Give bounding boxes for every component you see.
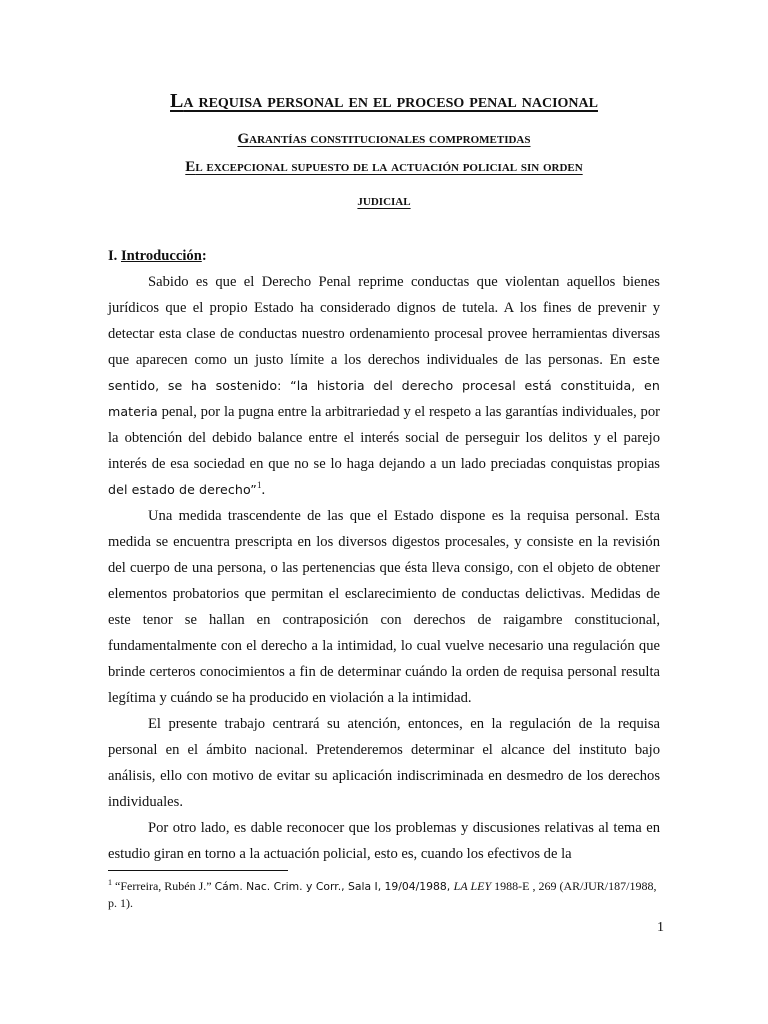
footnote — [108, 875, 663, 911]
subtitle-initial: G — [237, 131, 250, 147]
title-text: a requisa personal en el proceso penal nacional — [183, 90, 598, 112]
section-title: Introducción — [120, 248, 202, 264]
section-colon: : — [201, 248, 207, 264]
subtitle-2-initial: E — [185, 159, 196, 175]
paragraph-4: Por otro lado, es dable reconocer que los problemas y discusiones relativas al tema en estudio giran en torno a la actuación policial, esto es, cuando los efectivos de la — [108, 820, 660, 862]
document-subtitle-2-continuation: judicial — [357, 193, 411, 209]
subtitle-2-text: l excepcional supuesto de la actuación policial sin orden — [195, 159, 583, 175]
subtitle-text: arantías constitucionales comprometidas — [249, 131, 531, 147]
paragraph-3: El presente trabajo centrará su atención, entonces, en la regulación de la requisa personal en el ámbito nacional. Pretenderemos determinar el alcance del instituto bajo análisis, ello con motivo de evitar su aplicación indiscriminada en desmedro de los derechos individuales. — [108, 716, 660, 810]
paragraph-2: Una medida trascendente de las que el Estado dispone es la requisa personal. Esta medida se encuentra prescripta en los diversos digestos procesales, y consiste en la revisión del cuerpo de una persona, o las pertenencias que ésta lleva consigo, con el objeto de obtener elementos probatorios que permitan el esclarecimiento de conductas delictivas. Medidas de este tenor se hallan en contraposición con derechos de raigambre constitucional, fundamentalmente con el derecho a la intimidad, lo cual vuelve necesario una regulación que brinde certeros conocimientos a fin de determinar cuándo la orden de requisa personal resulta legítima y cuándo se ha producido en violación a la intimidad. — [108, 508, 660, 706]
document-subtitle — [0, 131, 768, 148]
footnote-court: Cám. Nac. Crim. y Corr., Sala I, 19/04/1988, — [214, 880, 454, 893]
paragraph-1 — [108, 269, 660, 503]
footnote-reference[interactable]: 1 — [256, 480, 262, 491]
footnote-case-name: “Ferreira, Rubén J.” — [112, 879, 215, 893]
paragraph-1-text: Sabido es que el Derecho Penal reprime conductas que violentan aquellos bienes jurídicos que el propio Estado ha considerado dignos de tutela. A los fines de prevenir y detectar esta clase de conductas nuestro ordenamiento procesal provee herramientas diversas que aparecen como un justo límite a los derechos individuales de las personas. En — [108, 274, 660, 368]
paragraph-1-continuation: penal, por la pugna entre la arbitrariedad y el respeto a las garantías individuales, por la obtención del debido balance entre el interés social de perseguir los delitos y el parejo interés de esa sociedad en que no se lo haga dejando a un lado preciadas conquistas propias — [108, 404, 660, 472]
footnote-citation: 1988-E , 269 (AR/JUR/187/1988, p. 1). — [108, 879, 657, 910]
quote-end: del estado de derecho” — [108, 482, 257, 497]
document-title — [0, 90, 768, 113]
section-heading — [108, 243, 660, 269]
footnote-publication: LA LEY — [453, 879, 492, 893]
page-number: 1 — [657, 920, 664, 935]
title-initial: L — [170, 90, 184, 112]
document-subtitle-2 — [0, 159, 768, 176]
footnote-number: 1 — [108, 878, 112, 887]
section-number: I. — [108, 248, 121, 264]
document-body — [108, 243, 660, 867]
paragraph-1-end: . — [261, 482, 266, 498]
quote-intro: este sentido, se ha sostenido: “la historia del derecho procesal está constituida, en materia — [108, 352, 660, 419]
footnote-separator — [108, 870, 288, 871]
